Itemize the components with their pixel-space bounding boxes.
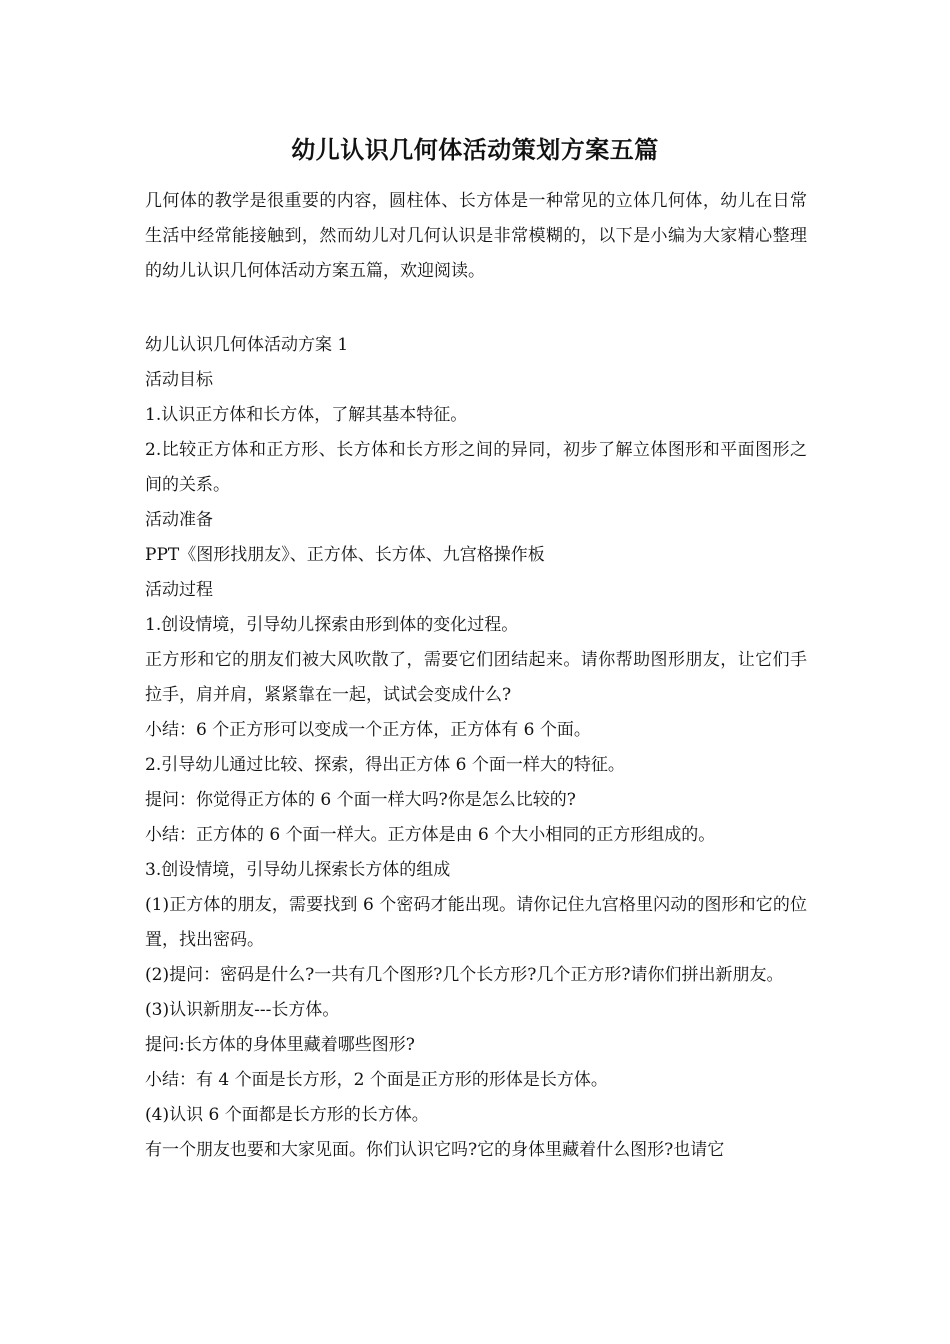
summary-2: 小结：正方体的 6 个面一样大。正方体是由 6 个大小相同的正方形组成的。 (145, 825, 716, 845)
goal-item-2: 2.比较正方体和正方形、长方体和长方形之间的异同，初步了解立体图形和平面图形之间的关系。 (145, 440, 807, 495)
process-step-1: 1.创设情境，引导幼儿探索由形到体的变化过程。 (145, 615, 519, 635)
process-step-3: 3.创设情境，引导幼儿探索长方体的组成 (145, 860, 451, 880)
summary-1: 小结：6 个正方形可以变成一个正方体，正方体有 6 个面。 (145, 720, 591, 740)
document-title: 幼儿认识几何体活动策划方案五篇 (291, 135, 659, 164)
subheading-preparation: 活动准备 (145, 510, 213, 530)
substep-3: (3)认识新朋友---长方体。 (145, 1000, 340, 1020)
substep-2: (2)提问：密码是什么?一共有几个图形?几个长方形?几个正方形?请你们拼出新朋友。 (145, 965, 784, 985)
process-step-1-text: 正方形和它的朋友们被大风吹散了，需要它们团结起来。请你帮助图形朋友，让它们手拉手，肩并肩，紧紧靠在一起，试试会变成什么? (145, 650, 807, 705)
question-1: 提问：你觉得正方体的 6 个面一样大吗?你是怎么比较的? (145, 790, 576, 810)
subheading-process: 活动过程 (145, 580, 213, 600)
substep-4: (4)认识 6 个面都是长方形的长方体。 (145, 1105, 429, 1125)
document-body (145, 184, 807, 1168)
substep-1: (1)正方体的朋友，需要找到 6 个密码才能出现。请你记住九宫格里闪动的图形和它的位置，找出密码。 (145, 895, 807, 950)
process-step-2: 2.引导幼儿通过比较、探索，得出正方体 6 个面一样大的特征。 (145, 755, 625, 775)
preparation-text: PPT《图形找朋友》、正方体、长方体、九宫格操作板 (145, 545, 545, 565)
paragraph-gap (145, 289, 807, 328)
question-2: 提问:长方体的身体里藏着哪些图形? (145, 1035, 415, 1055)
goal-item-1: 1.认识正方体和长方体，了解其基本特征。 (145, 405, 468, 425)
summary-3: 小结：有 4 个面是长方形，2 个面是正方形的形体是长方体。 (145, 1070, 608, 1090)
section-heading-plan-1: 幼儿认识几何体活动方案 1 (145, 335, 349, 355)
subheading-goals: 活动目标 (145, 370, 213, 390)
intro-paragraph: 几何体的教学是很重要的内容，圆柱体、长方体是一种常见的立体几何体，幼儿在日常生活中经常能接触到，然而幼儿对几何认识是非常模糊的，以下是小编为大家精心整理的幼儿认识几何体活动方案五篇，欢迎阅读。 (145, 191, 807, 281)
final-line: 有一个朋友也要和大家见面。你们认识它吗?它的身体里藏着什么图形?也请它 (145, 1140, 725, 1160)
